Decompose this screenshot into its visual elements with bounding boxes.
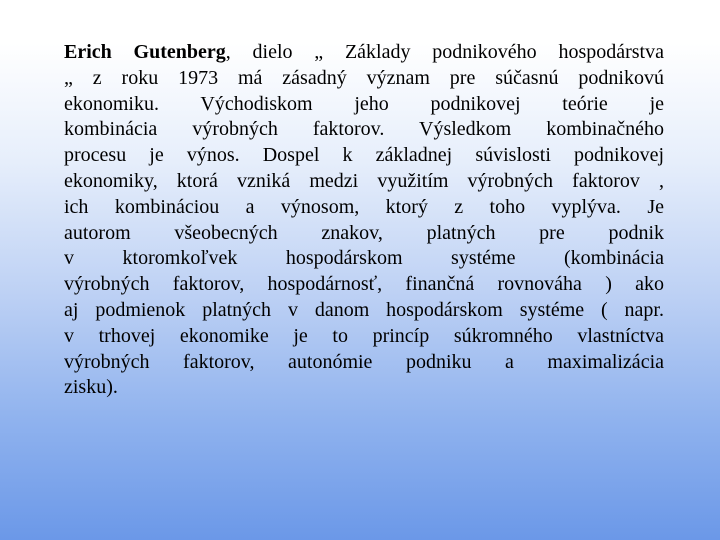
author-name: Erich Gutenberg <box>64 41 226 63</box>
text-line-4: kombinácia výrobných faktorov. Výsledkom kombinačného <box>64 118 664 141</box>
text-line-11: aj podmienok platných v danom hospodárskom systéme ( napr. <box>64 298 664 321</box>
text-line-12: v trhovej ekonomike je to princíp súkromného vlastníctva <box>64 324 664 347</box>
text-line-14: zisku). <box>64 376 118 399</box>
text-line-1 <box>64 40 664 66</box>
text-line-5: procesu je výnos. Dospel k základnej súvislosti podnikovej <box>64 144 664 167</box>
text-line-1-rest: , dielo „ Základy podnikového hospodárstva <box>225 41 664 63</box>
text-line-2: „ z roku 1973 má zásadný význam pre súčasnú podnikovú <box>64 66 664 89</box>
body-text <box>64 40 664 401</box>
text-line-6: ekonomiky, ktorá vzniká medzi využitím výrobných faktorov , <box>64 169 664 192</box>
text-line-8: autorom všeobecných znakov, platných pre podnik <box>64 221 664 244</box>
text-line-3: ekonomiku. Východiskom jeho podnikovej teórie je <box>64 92 664 115</box>
text-line-9: v ktoromkoľvek hospodárskom systéme (kombinácia <box>64 247 664 270</box>
text-line-13: výrobných faktorov, autonómie podniku a maximalizácia <box>64 350 664 373</box>
text-line-7: ich kombináciou a výnosom, ktorý z toho vyplýva. Je <box>64 195 664 218</box>
text-line-10: výrobných faktorov, hospodárnosť, finančná rovnováha ) ako <box>64 273 664 296</box>
